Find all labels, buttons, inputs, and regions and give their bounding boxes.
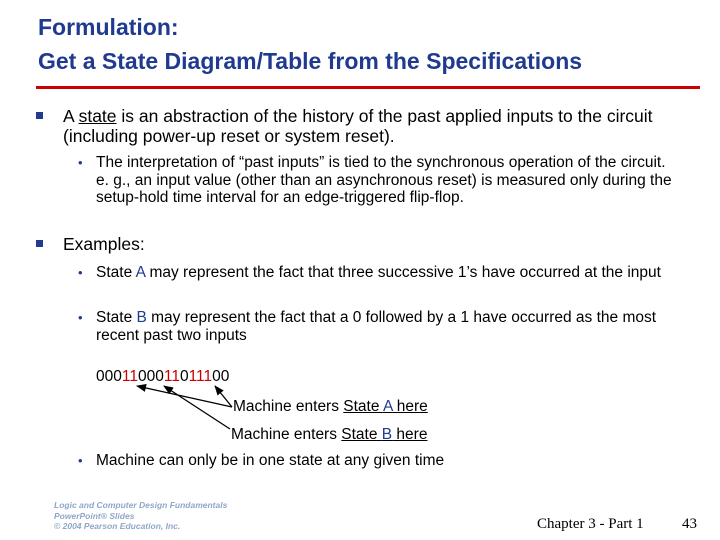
slide-title-line-2: Get a State Diagram/Table from the Specifications [38, 48, 583, 74]
state-b-link: State B here [341, 426, 428, 443]
sequence-segment: 00 [212, 368, 230, 385]
sub-bullet-past-inputs: The interpretation of “past inputs” is tied to the synchronous operation of the circuit. e. g., an input value (other than an asynchronous reset) is measured only during the setup-hold time interval for an edge-triggered flip-flop. [96, 154, 672, 206]
sequence-segment-highlight: 11 [121, 368, 138, 385]
dot-bullet-icon: • [78, 310, 83, 325]
page-number: 43 [682, 516, 697, 532]
sequence-segment: 0 [179, 368, 189, 385]
slide-title-line-1: Formulation: [38, 14, 179, 40]
sequence-segment: 000 [96, 368, 122, 385]
sequence-segment: 000 [137, 368, 164, 385]
bullet-examples: Examples: [63, 234, 145, 254]
state-b-label: B [136, 309, 147, 326]
annotation-text: Machine enters [231, 426, 342, 443]
chapter-label: Chapter 3 - Part 1 [537, 516, 644, 532]
bullet-text: State [96, 309, 137, 326]
publisher-logo: Logic and Computer Design Fundamentals PowerPoint® Slides © 2004 Pearson Education, Inc. [54, 500, 228, 531]
sequence-segment-highlight: 11 [163, 368, 180, 385]
state-a-link: State A here [343, 398, 428, 415]
bullet-text: A [63, 106, 79, 126]
bullet-text: may represent the fact that three successive 1’s have occurred at the input [145, 264, 661, 281]
state-term: state [78, 106, 117, 126]
dot-bullet-icon: • [78, 265, 83, 280]
sub-bullet-one-state: Machine can only be in one state at any given time [96, 452, 445, 469]
state-a-label: A [135, 264, 146, 281]
bullet-text: may represent the fact that a 0 followed by a 1 have occurred as the most recent past two inputs [96, 309, 657, 344]
bullet-text: State [96, 264, 136, 281]
bullet-text: is an abstraction of the history of the past applied inputs to the circuit (including power-up reset or system reset). [63, 106, 653, 146]
dot-bullet-icon: • [78, 155, 83, 170]
dot-bullet-icon: • [78, 453, 83, 468]
annotation-text: Machine enters [233, 398, 344, 415]
sequence-segment-highlight: 111 [188, 368, 213, 385]
